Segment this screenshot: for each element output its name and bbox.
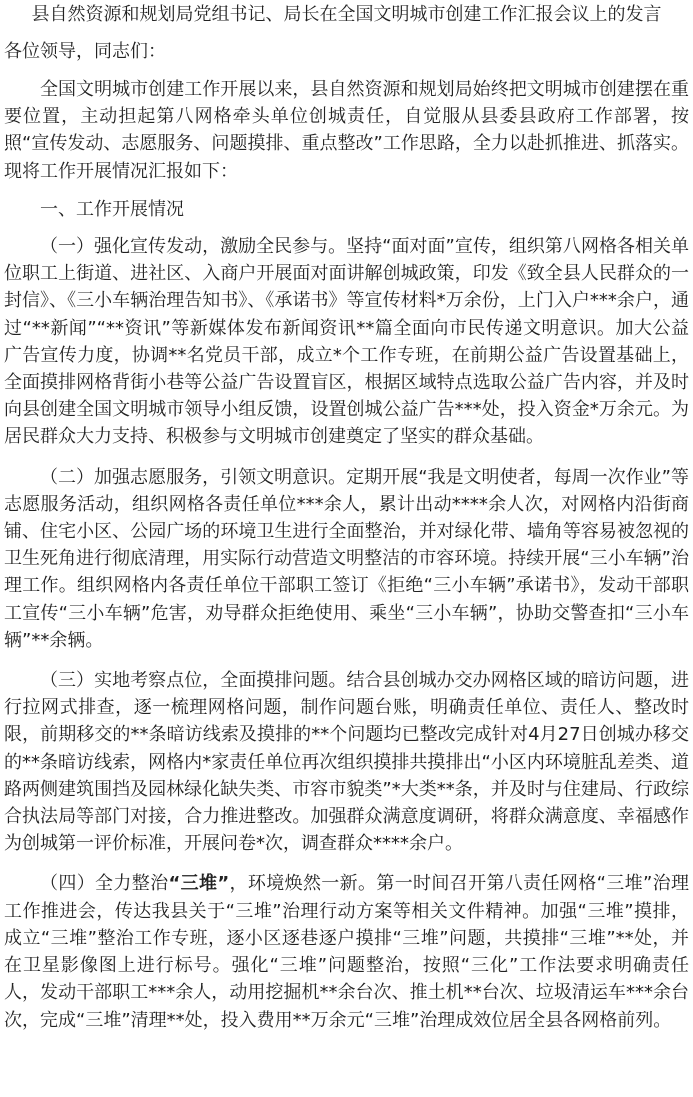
item-2-paragraph: （二）加强志愿服务，引领文明意识。定期开展“我是文明使者，每周一次作业”等志愿服务活动，组织网格各责任单位***余人，累计出动****余人次，对网格内沿街商铺、住宅小区、公园广场的环境卫生进行全面整治，并对绿化带、墙角等容易被忽视的卫生死角进行彻底清理，用实际行动营造文明整洁的市容环境。持续开展“三小车辆”治理工作。组织网格内各责任单位干部职工签订《拒绝“三小车辆”承诺书》，发动干部职工宣传“三小车辆”危害，劝导群众拒绝使用、乘坐“三小车辆”，协助交警查扣“三小车辆”**余辆。 [4,466,689,651]
item-4-bold-term: “三堆” [168,873,230,895]
section-heading: 一、工作开展情况 [40,198,184,220]
item-4-paragraph [4,870,689,1033]
item-1-paragraph: （一）强化宣传发动，激励全民参与。坚持“面对面”宣传，组织第八网格各相关单位职工上街道、进社区、入商户开展面对面讲解创城政策，印发《致全县人民群众的一封信》、《三小车辆治理告知书》、《承诺书》等宣传材料*万余份，上门入户***余户，通过“**新闻”“**资讯”等新媒体发布新闻资讯**篇全面向市民传递文明意识。加大公益广告宣传力度，协调**名党员干部，成立*个工作专班，在前期公益广告设置基础上，全面摸排网格背街小巷等公益广告设置盲区，根据区域特点选取公益广告内容，并及时向县创建全国文明城市领导小组反馈，设置创城公益广告***处，投入资金*万余元。为居民群众大力支持、积极参与文明城市创建奠定了坚实的群众基础。 [4,236,689,448]
intro-paragraph: 全国文明城市创建工作开展以来，县自然资源和规划局始终把文明城市创建摆在重要位置，主动担起第八网格牵头单位创城责任，自觉服从县委县政府工作部署，按照“宣传发动、志愿服务、问题摸排、重点整改”工作思路，全力以赴抓推进、抓落实。现将工作开展情况汇报如下： [4,79,689,182]
salutation: 各位领导，同志们： [4,41,166,62]
item-4-rest: ，环境焕然一新。第一时间召开第八责任网格“三堆”治理工作推进会，传达我县关于“三堆”治理行动方案等相关文件精神。加强“三堆”摸排，成立“三堆”整治工作专班，逐小区逐巷逐户摸排“三堆”问题，共摸排“三堆”**处，并在卫星影像图上进行标号。强化“三堆”问题整治，按照“三化”工作法要求明确责任人，发动干部职工***余人，动用挖掘机**余台次、推土机**台次、垃圾清运车***余台次，完成“三堆”清理**处，投入费用**万余元“三堆”治理成效位居全县各网格前列。 [4,873,689,1031]
item-3-paragraph: （三）实地考察点位，全面摸排问题。结合县创城办交办网格区域的暗访问题，进行拉网式排查，逐一梳理网格问题，制作问题台账，明确责任单位、责任人、整改时限，前期移交的**条暗访线索及摸排的**个问题均已整改完成针对4月27日创城办移交的**条暗访线索，网格内*家责任单位再次组织摸排共摸排出“小区内环境脏乱差类、道路两侧建筑围挡及园林绿化缺失类、市容市貌类”*大类**条，并及时与住建局、行政综合执法局等部门对接，合力推进整改。加强群众满意度调研，将群众满意度、幸福感作为创城第一评价标准，开展问卷*次，调查群众****余户。 [4,670,689,855]
item-4-lead: （四）全力整治 [40,873,169,895]
document-title: 县自然资源和规划局党组书记、局长在全国文明城市创建工作汇报会议上的发言 [31,4,662,25]
